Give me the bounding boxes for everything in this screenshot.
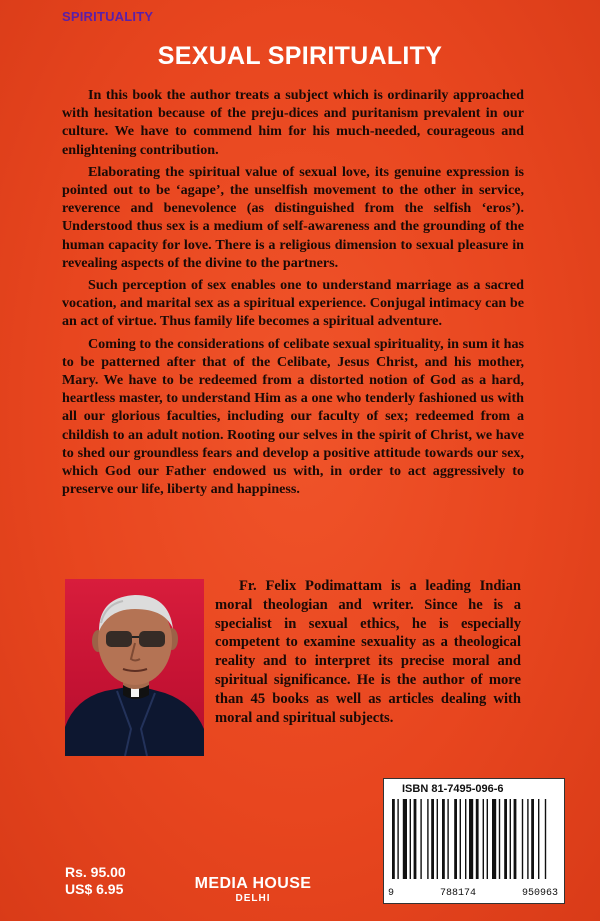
barcode-bar bbox=[487, 799, 488, 879]
author-bio-text: Fr. Felix Podimattam is a leading Indian moral theologian and writer. Since he is a specialist in sexual ethics, he is especially competent to examine sexuality as a theological reality and to interpret its precise moral and spiritual significance. He is the author of more than 45 books as well as articles dealing with moral and spiritual subjects. bbox=[215, 578, 521, 726]
isbn-barcode bbox=[383, 778, 565, 904]
barcode-bar bbox=[522, 799, 523, 879]
barcode-bar bbox=[504, 799, 507, 879]
category-label: SPIRITUALITY bbox=[62, 9, 154, 24]
barcode-bar bbox=[538, 799, 539, 879]
book-title: SEXUAL SPIRITUALITY bbox=[157, 42, 443, 70]
barcode-bar bbox=[431, 799, 434, 879]
barcode-bar bbox=[476, 799, 479, 879]
blurb-paragraph: Elaborating the spiritual value of sexual love, its genuine expression is pointed out to be ‘agape’, the unselfish movement to the other in service, reverence and benevolence (as distinguished from the selfish ‘eros’). Understood thus sex is a medium of self-awareness and the grounding of the human capacity for love. There is a religious dimension to sexual pleasure in revealing aspects of the divine to the partners. bbox=[62, 163, 524, 271]
barcode-bar bbox=[465, 799, 466, 879]
barcode-icon bbox=[390, 799, 558, 883]
price-usd: US$ 6.95 bbox=[65, 881, 124, 897]
barcode-bar bbox=[442, 799, 445, 879]
barcode-bar bbox=[545, 799, 546, 879]
author-portrait-icon bbox=[65, 579, 204, 756]
publisher-city: DELHI bbox=[235, 893, 271, 904]
blurb-paragraph: Coming to the considerations of celibate sexual spirituality, in sum it has to be patterned after that of the Celibate, Jesus Christ, and his mother, Mary. We have to be redeemed from a distorted notion of God as a hard, heartless master, to understand Him as a one who tenderly fashioned us with all our glorious faculties, including our faculty of sex; redeemed from a childish to an adult notion. Rooting our selves in the spirit of Christ, we have to shed our groundless fears and develop a positive attitude towards our sex, which God our Father endowed us with, in order to act aggressively to preserve our life, liberty and happiness. bbox=[62, 335, 524, 498]
barcode-bar bbox=[454, 799, 457, 879]
barcode-bar bbox=[492, 799, 496, 879]
barcode-bar bbox=[403, 799, 407, 879]
author-bio bbox=[215, 577, 521, 727]
barcode-bar bbox=[531, 799, 534, 879]
author-photo bbox=[65, 579, 204, 756]
price-inr: Rs. 95.00 bbox=[65, 864, 126, 880]
barcode-bar bbox=[499, 799, 500, 879]
barcode-bar bbox=[460, 799, 461, 879]
barcode-bar bbox=[427, 799, 428, 879]
barcode-bar bbox=[437, 799, 438, 879]
barcode-bar bbox=[410, 799, 411, 879]
blurb-paragraph: Such perception of sex enables one to understand marriage as a sacred vocation, and marital sex as a spiritual experience. Conjugal intimacy can be an act of virtue. Thus family life becomes a spiritual adventure. bbox=[62, 277, 524, 330]
barcode-digit-group: 9 bbox=[388, 888, 395, 899]
blurb-paragraph: In this book the author treats a subject which is ordinarily approached with hesitation because of the preju-dices and puritanism prevalent in our culture. We have to commend him for his much-needed, courageous and enlightening contribution. bbox=[62, 87, 524, 158]
price bbox=[65, 864, 126, 898]
barcode-digit-group: 788174 bbox=[439, 888, 476, 899]
barcode-digits bbox=[388, 888, 558, 899]
barcode-bar bbox=[527, 799, 528, 879]
book-blurb bbox=[62, 86, 524, 498]
publisher bbox=[183, 875, 323, 904]
barcode-bar bbox=[420, 799, 421, 879]
isbn-number: ISBN 81-7495-096-6 bbox=[402, 783, 504, 795]
barcode-bar bbox=[483, 799, 484, 879]
barcode-bar bbox=[447, 799, 448, 879]
publisher-name: MEDIA HOUSE bbox=[194, 875, 312, 892]
barcode-bar bbox=[397, 799, 398, 879]
barcode-bar bbox=[514, 799, 517, 879]
barcode-bar bbox=[510, 799, 511, 879]
barcode-bar bbox=[469, 799, 473, 879]
barcode-digit-group: 950963 bbox=[521, 888, 558, 899]
barcode-bar bbox=[392, 799, 395, 879]
barcode-bar bbox=[414, 799, 417, 879]
